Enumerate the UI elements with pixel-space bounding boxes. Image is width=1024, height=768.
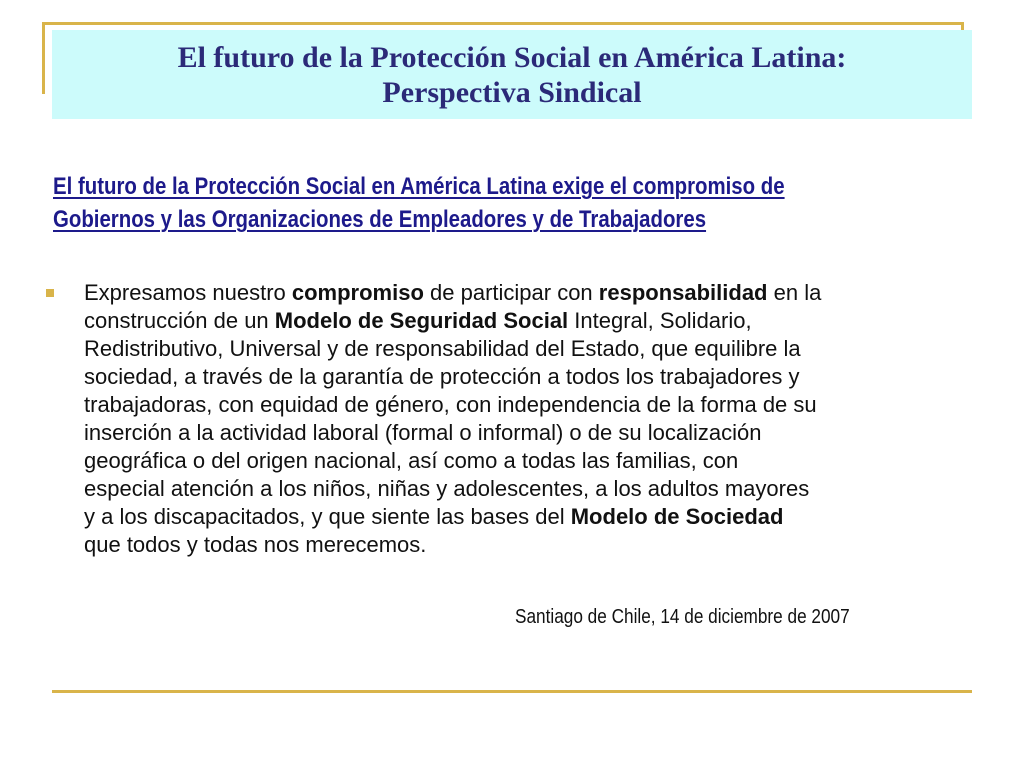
body-line-10: que todos y todas nos merecemos. (84, 532, 427, 557)
emphasis-compromiso: compromiso (291, 280, 424, 305)
subtitle (53, 170, 818, 236)
emphasis-modelo-sociedad: Modelo de Sociedad (570, 504, 784, 529)
body-line-4: sociedad, a través de la garantía de protección a todos los trabajadores y (84, 364, 800, 389)
title-line-1: El futuro de la Protección Social en América Latina: (177, 40, 847, 74)
bullet-square-icon (46, 289, 54, 297)
body-text-segment: y a los discapacitados, y que siente las bases del (84, 504, 571, 529)
body-line-1 (84, 279, 964, 307)
frame-top-rule (42, 22, 964, 25)
place-date: Santiago de Chile, 14 de diciembre de 2007 (515, 606, 850, 628)
body-line-5: trabajadoras, con equidad de género, con independencia de la forma de su (84, 392, 817, 417)
body-line-8: especial atención a los niños, niñas y adolescentes, a los adultos mayores (84, 476, 810, 501)
body-paragraph (84, 279, 964, 559)
body-text-segment: Integral, Solidario, (568, 308, 752, 333)
title-line-2: Perspectiva Sindical (382, 75, 642, 109)
title-box (52, 30, 972, 119)
body-line-7: geográfica o del origen nacional, así como a todas las familias, con (84, 448, 739, 473)
body-text-segment: de participar con (423, 280, 599, 305)
body-text-segment: en la (767, 280, 822, 305)
body-text-segment: Expresamos nuestro (84, 280, 292, 305)
body-text-segment: construcción de un (84, 308, 275, 333)
bottom-rule (52, 690, 972, 693)
subtitle-line-2: Gobiernos y las Organizaciones de Empleadores y de Trabajadores (53, 206, 707, 233)
subtitle-line-1: El futuro de la Protección Social en América Latina exige el compromiso de (53, 173, 785, 200)
emphasis-modelo-seguridad-social: Modelo de Seguridad Social (274, 308, 569, 333)
frame-left-rule (42, 22, 45, 94)
emphasis-responsabilidad: responsabilidad (598, 280, 768, 305)
body-line-6: inserción a la actividad laboral (formal o informal) o de su localización (84, 420, 762, 445)
body-line-3: Redistributivo, Universal y de responsabilidad del Estado, que equilibre la (84, 336, 801, 361)
body-line-9 (84, 503, 964, 531)
body-line-2 (84, 307, 964, 335)
